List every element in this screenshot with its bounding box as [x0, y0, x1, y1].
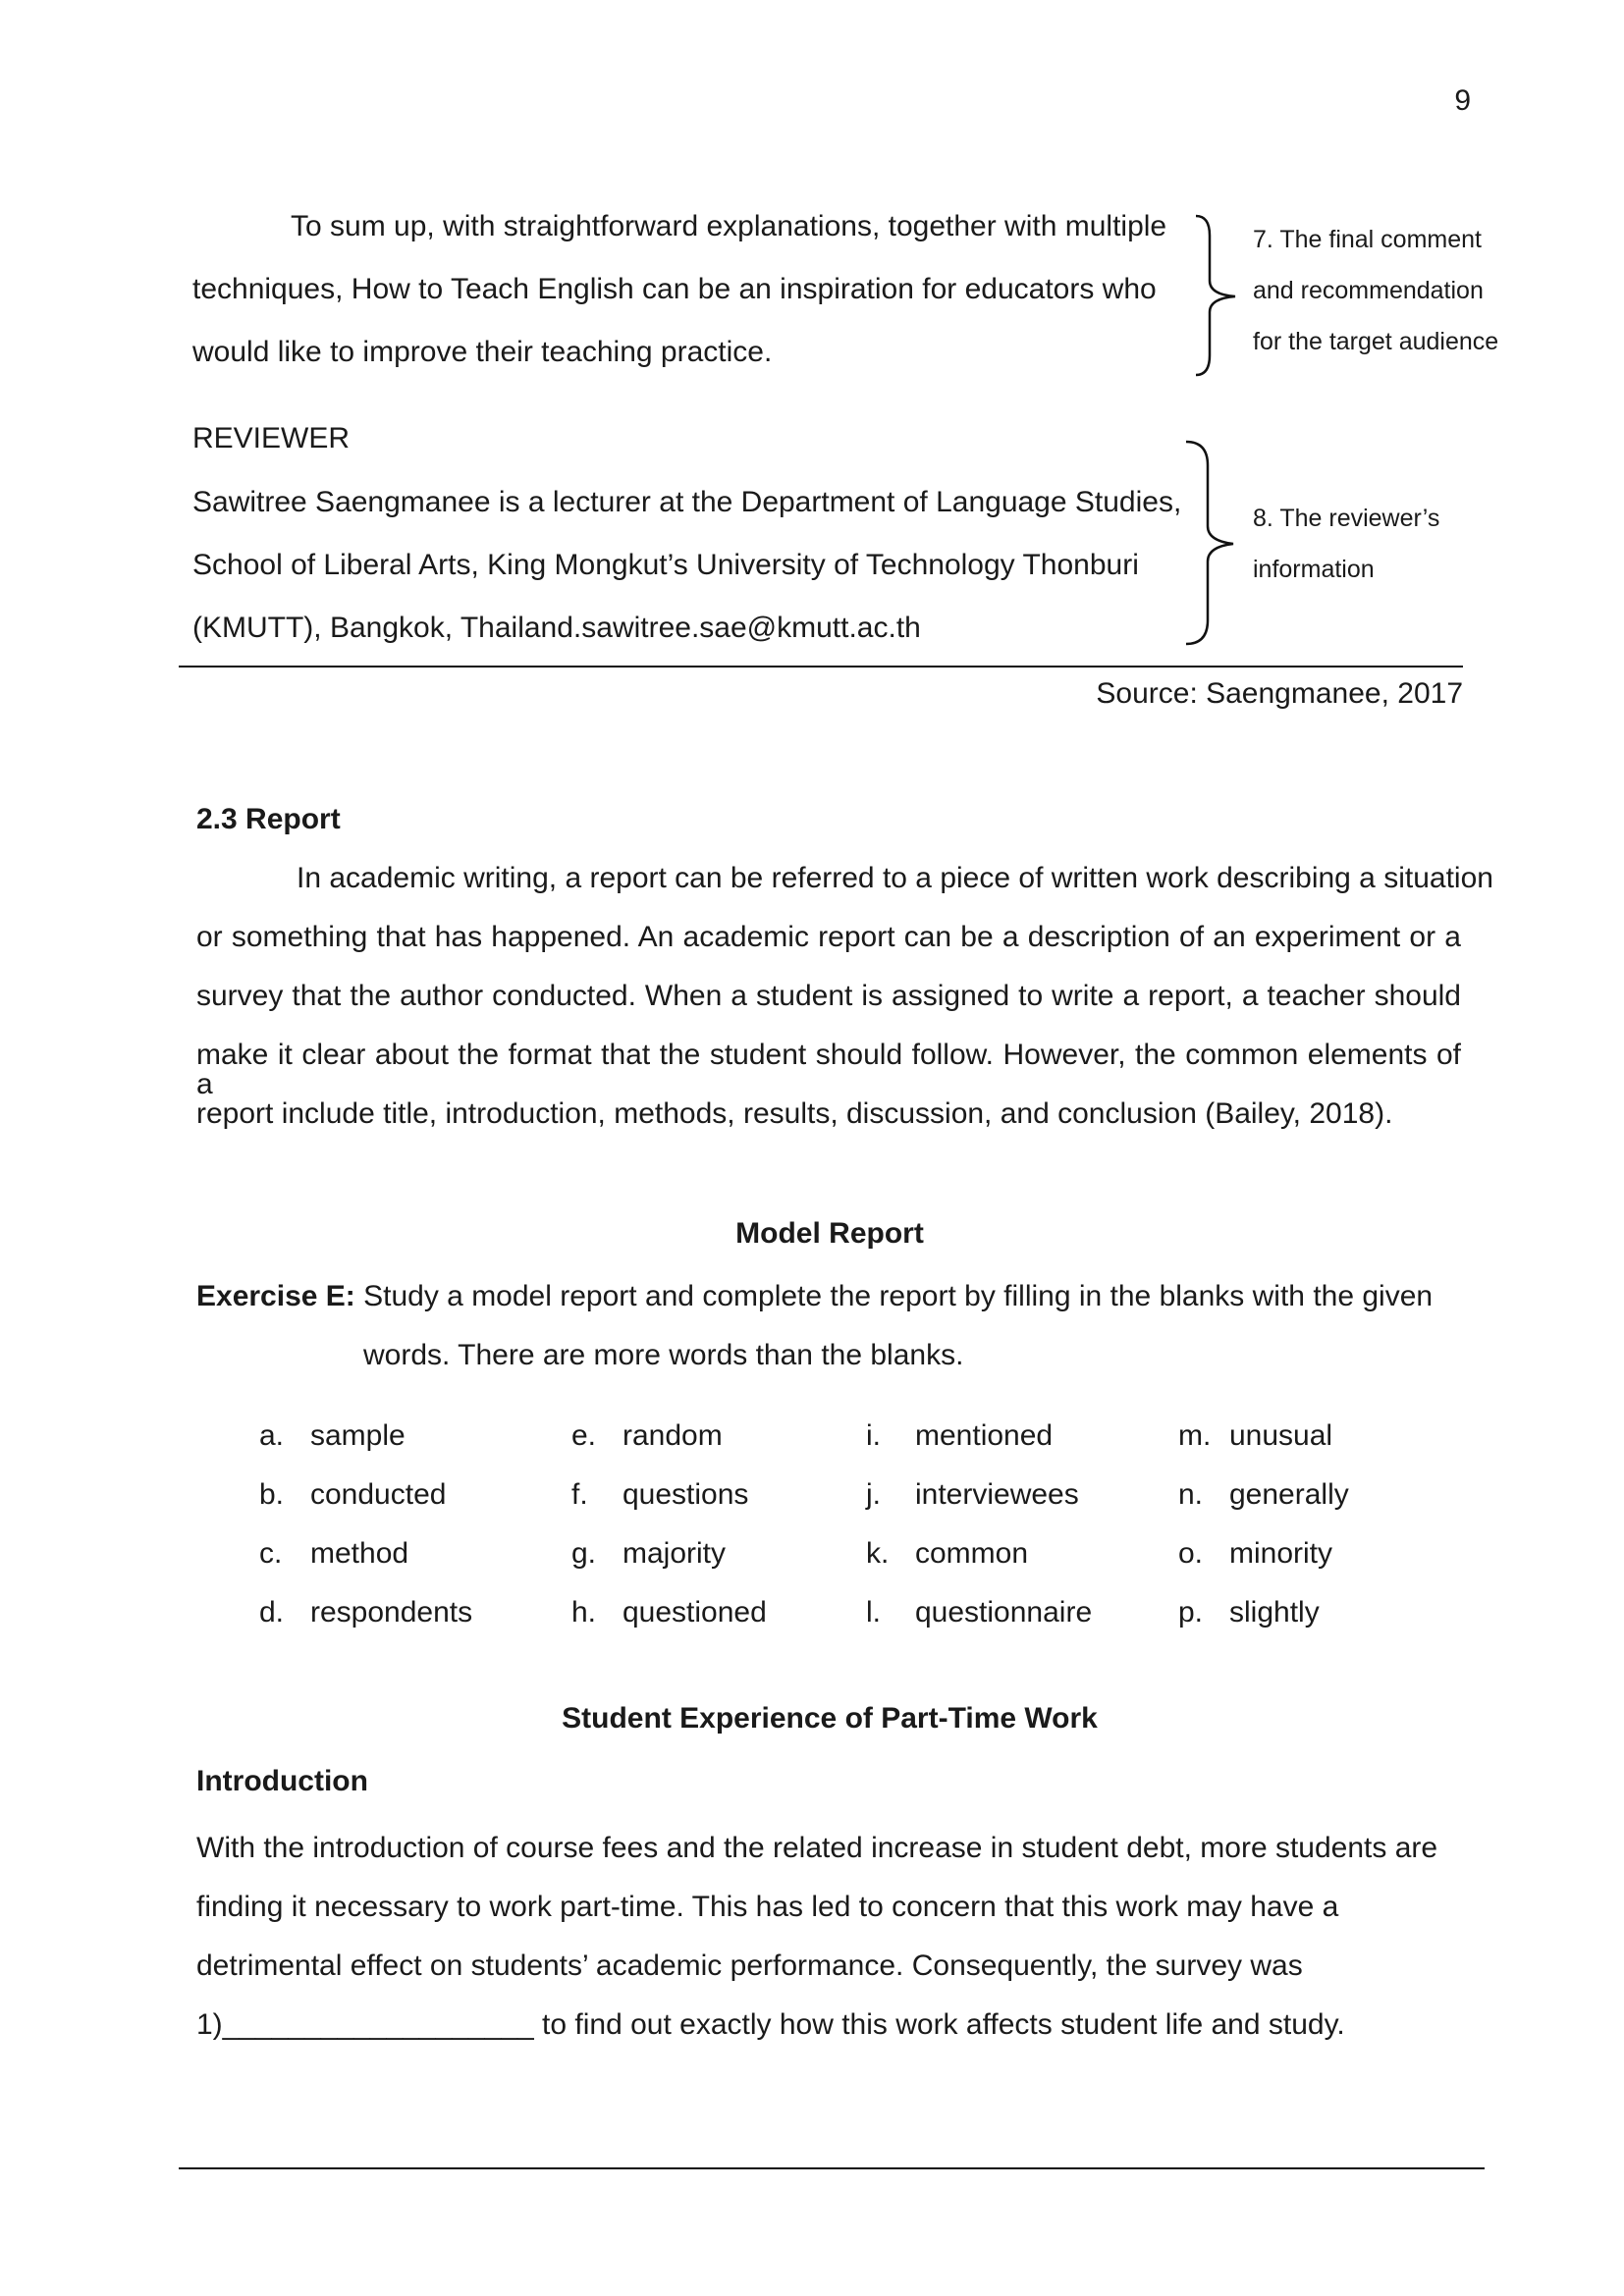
word-bank-word: slightly	[1229, 1596, 1320, 1629]
review-end-line-1: To sum up, with straightforward explanations, together with multiple	[291, 210, 1167, 242]
word-bank-letter: h.	[571, 1596, 597, 1629]
annotation-7-line-2: and recommendation	[1253, 277, 1484, 304]
word-bank-word: method	[310, 1537, 409, 1570]
reviewer-line-3: (KMUTT), Bangkok, Thailand.sawitree.sae@kmutt.ac.th	[192, 612, 921, 644]
word-bank-word: questions	[623, 1478, 749, 1511]
word-bank-word: minority	[1229, 1537, 1333, 1570]
word-bank-word: questionnaire	[915, 1596, 1093, 1629]
paragraph-line-5: report include title, introduction, methods, results, discussion, and conclusion (Bailey, 2018).	[196, 1097, 1393, 1130]
annotation-7-line-1: 7. The final comment	[1253, 226, 1482, 253]
reviewer-line-2: School of Liberal Arts, King Mongkut’s University of Technology Thonburi	[192, 549, 1139, 581]
reviewer-heading: REVIEWER	[192, 422, 351, 454]
report-line-4	[196, 2010, 1345, 2040]
word-bank-letter: c.	[259, 1537, 283, 1570]
report-line-2: finding it necessary to work part-time. This has led to concern that this work may have a	[196, 1891, 1339, 1923]
word-bank-letter: d.	[259, 1596, 285, 1629]
exercise-text: Study a model report and complete the report by filling in the blanks with the given	[363, 1280, 1434, 1312]
page-number: 9	[1454, 84, 1471, 117]
exercise-label: Exercise E:	[196, 1280, 355, 1312]
word-bank-word: random	[623, 1419, 723, 1452]
reviewer-line-1: Sawitree Saengmanee is a lecturer at the Department of Language Studies,	[192, 486, 1182, 518]
word-bank-letter: f.	[571, 1478, 588, 1511]
word-bank-letter: j.	[866, 1478, 881, 1511]
annotation-8-line-1: 8. The reviewer’s	[1253, 505, 1440, 532]
word-bank-word: sample	[310, 1419, 406, 1452]
introduction-heading: Introduction	[196, 1765, 368, 1797]
word-bank-letter: i.	[866, 1419, 881, 1452]
word-bank-letter: b.	[259, 1478, 285, 1511]
review-end-line-2: techniques, How to Teach English can be an inspiration for educators who	[192, 273, 1157, 305]
word-bank-letter: o.	[1178, 1537, 1204, 1570]
word-bank-word: conducted	[310, 1478, 447, 1511]
footer-divider	[179, 2167, 1485, 2169]
report-line-3: detrimental effect on students’ academic performance. Consequently, the survey was	[196, 1949, 1303, 1982]
paragraph-line-4: make it clear about the format that the student should follow. However, the common elements of a	[196, 1039, 1461, 1100]
word-bank-word: questioned	[623, 1596, 767, 1629]
word-bank-word: common	[915, 1537, 1029, 1570]
word-bank-letter: g.	[571, 1537, 597, 1570]
model-report-title: Model Report	[735, 1217, 924, 1250]
paragraph-line-3: survey that the author conducted. When a student is assigned to write a report, a teacher should	[196, 980, 1461, 1012]
curly-brace-icon	[1178, 438, 1237, 648]
exercise-instruction	[196, 1282, 1433, 1311]
annotation-7-line-3: for the target audience	[1253, 328, 1499, 355]
word-bank-letter: p.	[1178, 1596, 1204, 1629]
paragraph-line-1: In academic writing, a report can be referred to a piece of written work describing a situation	[297, 862, 1493, 894]
report-line-4-text: to find out exactly how this work affects student life and study.	[542, 2008, 1345, 2041]
word-bank-letter: e.	[571, 1419, 597, 1452]
paragraph-line-2: or something that has happened. An academic report can be a description of an experiment or a	[196, 921, 1461, 953]
annotation-8-line-2: information	[1253, 556, 1375, 583]
word-bank-word: mentioned	[915, 1419, 1054, 1452]
word-bank-word: majority	[623, 1537, 727, 1570]
word-bank-letter: l.	[866, 1596, 881, 1629]
section-heading: 2.3 Report	[196, 803, 341, 835]
report-line-1: With the introduction of course fees and the related increase in student debt, more students are	[196, 1832, 1438, 1864]
source-divider	[179, 666, 1463, 667]
report-title: Student Experience of Part-Time Work	[562, 1702, 1098, 1735]
review-end-line-3: would like to improve their teaching practice.	[192, 336, 773, 368]
word-bank-letter: m.	[1178, 1419, 1212, 1452]
word-bank-word: unusual	[1229, 1419, 1333, 1452]
word-bank-letter: k.	[866, 1537, 890, 1570]
word-bank-word: respondents	[310, 1596, 473, 1629]
word-bank-letter: n.	[1178, 1478, 1204, 1511]
fill-in-blank-1[interactable]: 1)___________________	[196, 2008, 534, 2041]
word-bank-letter: a.	[259, 1419, 285, 1452]
exercise-text-continued: words. There are more words than the blanks.	[363, 1339, 964, 1371]
word-bank-word: generally	[1229, 1478, 1349, 1511]
source-citation: Source: Saengmanee, 2017	[1096, 677, 1463, 710]
word-bank-word: interviewees	[915, 1478, 1079, 1511]
curly-brace-icon	[1188, 212, 1247, 379]
